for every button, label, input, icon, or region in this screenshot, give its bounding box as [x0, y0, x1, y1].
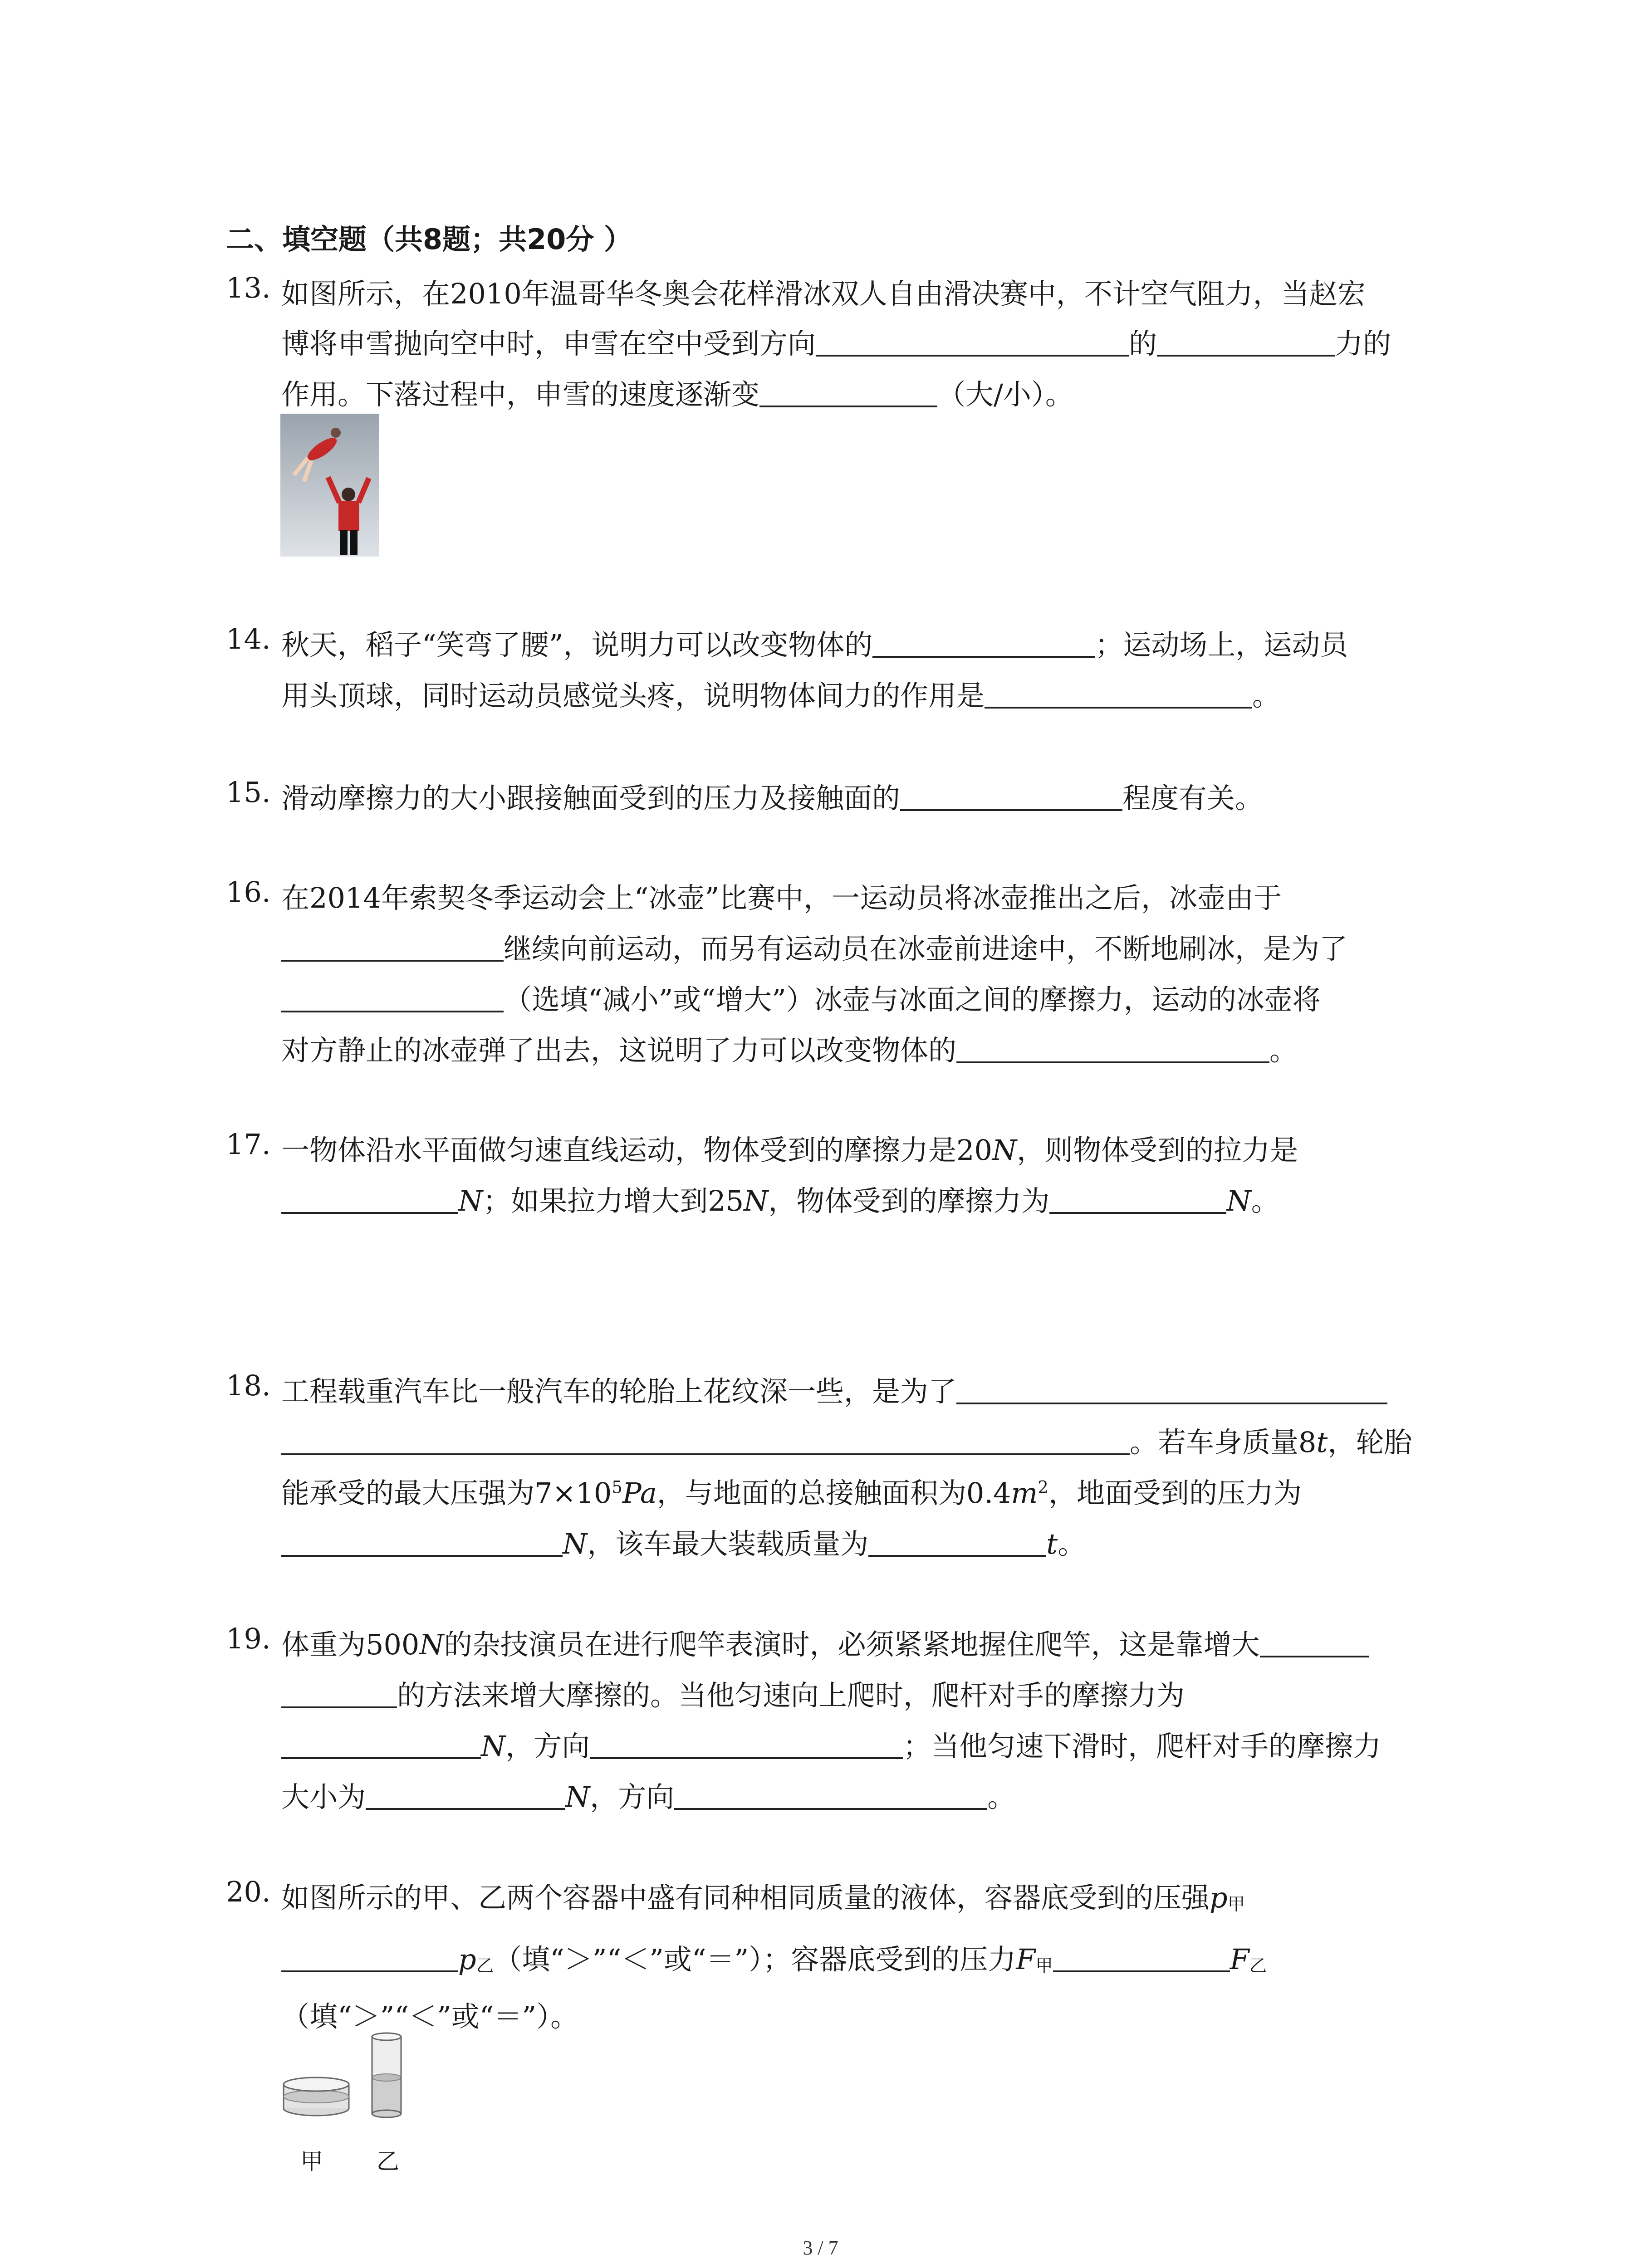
q15-number: 15.	[226, 776, 271, 809]
q16-line1: 在2014年索契冬季运动会上“冰壶”比赛中，一运动员将冰壶推出之后，冰壶由于	[281, 881, 1282, 914]
q14-text-1b: ；运动场上，运动员	[1095, 628, 1348, 661]
q19-blank-up-force[interactable]	[281, 1731, 481, 1760]
q16-number: 16.	[226, 875, 271, 909]
q16-blank-inertia[interactable]	[281, 934, 504, 962]
q16-blank-friction[interactable]	[281, 984, 504, 1013]
q18-line1	[281, 1369, 1387, 1409]
q19-line4	[281, 1774, 1015, 1815]
q17-line1	[281, 1128, 1298, 1168]
q15-text-1a: 滑动摩擦力的大小跟接触面受到的压力及接触面的	[281, 782, 901, 815]
q14-line1	[281, 622, 1348, 663]
q13-blank-speed[interactable]	[759, 379, 937, 408]
q19-blank-down-force[interactable]	[366, 1782, 565, 1810]
container-label-jia: 甲	[300, 2148, 323, 2175]
q18-text-3a: 能承受的最大压强为7×10	[281, 1476, 612, 1510]
q20-blank-pressure[interactable]	[281, 1944, 458, 1973]
q20-line1	[281, 1875, 1245, 1916]
q16-blank-motion-state[interactable]	[956, 1035, 1269, 1064]
q18-line3	[281, 1471, 1302, 1511]
q18-text-3c: ，与地面的总接触面积为0.4	[656, 1476, 1011, 1510]
q13-line3	[281, 372, 1073, 412]
q20-blank-force[interactable]	[1053, 1944, 1230, 1973]
figure-skating-photo	[280, 414, 379, 557]
q18-unit-t2: t	[1046, 1527, 1058, 1560]
q20-symbol-f-yi: F	[1230, 1943, 1249, 1976]
q17-unit-2: N	[458, 1184, 483, 1217]
q19-unit-2: N	[481, 1730, 506, 1763]
q13-text-2b: 的	[1129, 327, 1157, 360]
q14-text-2a: 用头顶球，同时运动员感觉头疼，说明物体间力的作用是	[281, 679, 985, 712]
q19-line1	[281, 1622, 1369, 1662]
q16-text-3: （选填“减小”或“增大”）冰壶与冰面之间的摩擦力，运动的冰壶将	[504, 983, 1321, 1016]
q13-line1: 如图所示，在2010年温哥华冬奥会花样滑冰双人自由滑决赛中，不计空气阻力，当赵宏	[281, 277, 1366, 310]
q14-blank-shape[interactable]	[872, 630, 1095, 658]
q18-line4	[281, 1521, 1086, 1562]
q20-sub-yi-2: 乙	[1249, 1955, 1267, 1976]
q20-line3: （填“＞”“＜”或“＝”）。	[281, 2000, 579, 2033]
q16-text-4a: 对方静止的冰壶弹了出去，这说明了力可以改变物体的	[281, 1034, 957, 1067]
q19-text-2: 的方法来增大摩擦的。当他匀速向上爬时，爬杆对手的摩擦力为	[397, 1679, 1185, 1712]
q13-line2	[281, 321, 1391, 362]
q16-line4	[281, 1028, 1298, 1068]
q14-text-2b: 。	[1252, 679, 1281, 712]
q20-line2	[281, 1937, 1267, 1977]
q16-line3	[281, 977, 1321, 1017]
q20-symbol-p-yi: p	[458, 1943, 476, 1976]
q19-unit-3: N	[565, 1780, 590, 1813]
q19-text-4c: ，方向	[590, 1780, 675, 1813]
q18-unit-n: N	[563, 1527, 588, 1560]
q18-exp-5: 5	[612, 1477, 622, 1497]
q18-text-2c: ，轮胎	[1327, 1426, 1412, 1459]
container-label-yi: 乙	[377, 2148, 399, 2175]
q17-line2	[281, 1178, 1279, 1219]
q20-sub-yi: 乙	[476, 1955, 494, 1976]
q13-number: 13.	[226, 271, 271, 304]
q13-blank-direction[interactable]	[816, 328, 1129, 357]
q14-line2	[281, 673, 1280, 714]
q19-text-4a: 大小为	[281, 1780, 366, 1813]
q13-text-2c: 力的	[1335, 327, 1391, 360]
q20-symbol-f-jia: F	[1016, 1943, 1036, 1976]
q17-text-2f: 。	[1251, 1184, 1279, 1217]
q13-blank-force[interactable]	[1157, 328, 1335, 357]
q17-text-2b: ；如果拉力增大到25	[483, 1184, 744, 1217]
q18-text-4b: ，该车最大装载质量为	[587, 1527, 869, 1560]
q19-line2	[281, 1673, 1185, 1713]
q13-text-3a: 作用。下落过程中，申雪的速度逐渐变	[281, 378, 760, 411]
q18-blank-pressure-force[interactable]	[281, 1529, 563, 1557]
q13-text-2a: 博将申雪抛向空中时，申雪在空中受到方向	[281, 327, 816, 360]
q19-unit-1: N	[419, 1628, 444, 1661]
q15-blank-roughness[interactable]	[900, 783, 1122, 811]
q18-blank-load[interactable]	[868, 1529, 1046, 1557]
q17-unit-4: N	[1226, 1184, 1251, 1217]
q15-text-1b: 程度有关。	[1122, 782, 1264, 815]
q14-blank-mutual[interactable]	[985, 680, 1252, 709]
q19-text-3b: ，方向	[505, 1730, 590, 1763]
q18-exp-2: 2	[1038, 1477, 1048, 1497]
q18-text-1: 工程载重汽车比一般汽车的轮胎上花纹深一些，是为了	[281, 1375, 957, 1408]
q18-text-3e: ，地面受到的压力为	[1048, 1476, 1302, 1510]
q16-line2	[281, 926, 1347, 967]
q17-text-1a: 一物体沿水平面做匀速直线运动，物体受到的摩擦力是20	[281, 1134, 992, 1167]
q20-sub-jia-2: 甲	[1035, 1955, 1053, 1976]
q18-unit-m: m	[1011, 1476, 1038, 1510]
q18-blank-purpose-2[interactable]	[281, 1427, 1130, 1456]
q18-unit-t1: t	[1316, 1426, 1328, 1459]
q18-text-4d: 。	[1058, 1527, 1086, 1560]
q20-sub-jia: 甲	[1227, 1894, 1245, 1915]
q17-text-2d: ，物体受到的摩擦力为	[768, 1184, 1050, 1217]
q13-text-3b: （大/小）。	[937, 378, 1073, 411]
q15-line1	[281, 776, 1263, 816]
q19-text-1c: 的杂技演员在进行爬竿表演时，必须紧紧地握住爬竿，这是靠增大	[444, 1628, 1260, 1661]
q18-line2	[281, 1420, 1412, 1460]
q17-number: 17.	[226, 1128, 271, 1161]
q18-unit-pa: Pa	[622, 1476, 657, 1510]
q19-number: 19.	[226, 1622, 271, 1655]
q19-blank-down-direction[interactable]	[674, 1782, 987, 1810]
q18-blank-purpose-1[interactable]	[956, 1376, 1387, 1405]
q14-number: 14.	[226, 622, 271, 655]
q20-text-2b: （填“＞”“＜”或“＝”）；容器底受到的压力	[494, 1943, 1016, 1976]
q16-text-2: 继续向前运动，而另有运动员在冰壶前进途中，不断地刷冰，是为了	[504, 932, 1348, 965]
q20-text-1a: 如图所示的甲、乙两个容器中盛有同种相同质量的液体，容器底受到的压强	[281, 1881, 1210, 1914]
q19-blank-method-2[interactable]	[281, 1680, 397, 1709]
q20-number: 20.	[226, 1875, 271, 1908]
q16-text-4b: 。	[1269, 1034, 1298, 1067]
q20-symbol-p-jia: p	[1210, 1881, 1228, 1914]
q19-blank-up-direction[interactable]	[590, 1731, 903, 1760]
q19-line3	[281, 1724, 1381, 1764]
q19-text-1a: 体重为500	[281, 1628, 420, 1661]
containers-figure	[279, 2028, 411, 2121]
q19-text-4d: 。	[987, 1780, 1016, 1813]
q18-number: 18.	[226, 1369, 271, 1402]
q17-unit-3: N	[744, 1184, 769, 1217]
section-title: 二、填空题（共8题；共20分 ）	[226, 223, 632, 256]
q14-text-1a: 秋天，稻子“笑弯了腰”，说明力可以改变物体的	[281, 628, 873, 661]
q17-text-1c: ，则物体受到的拉力是	[1017, 1134, 1298, 1167]
q17-blank-friction[interactable]	[1049, 1186, 1226, 1214]
q17-blank-pull[interactable]	[281, 1186, 458, 1214]
page-number: 3 / 7	[803, 2237, 838, 2259]
q19-text-3c: ；当他匀速下滑时，爬杆对手的摩擦力	[903, 1730, 1381, 1763]
q18-text-2a: 。若车身质量8	[1130, 1426, 1317, 1459]
q19-blank-method-1[interactable]	[1260, 1629, 1369, 1658]
q17-unit-1: N	[992, 1134, 1017, 1167]
